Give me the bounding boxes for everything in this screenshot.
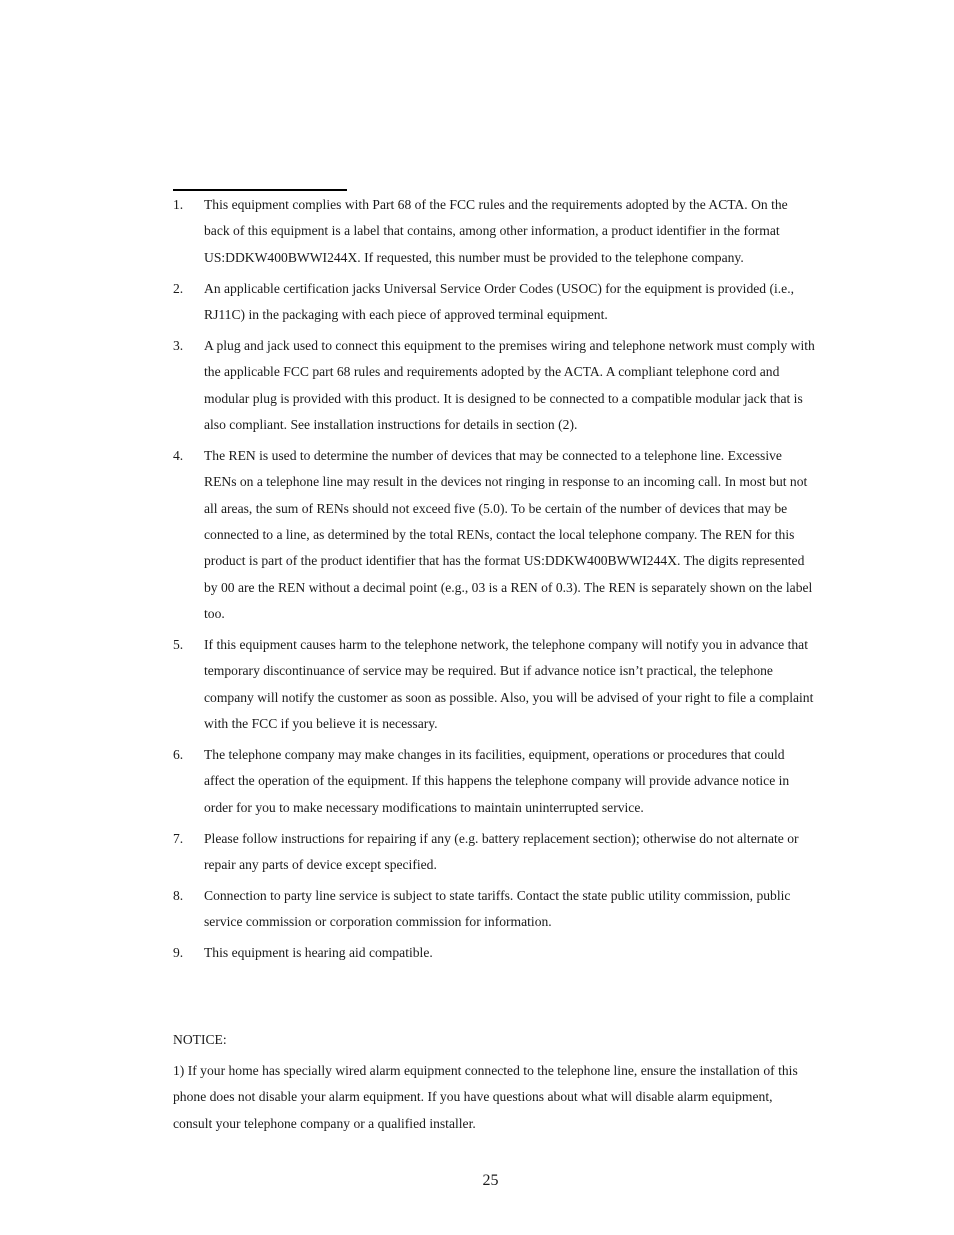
list-item-number: 2. — [173, 280, 184, 296]
list-item — [173, 940, 815, 966]
footnote-divider — [173, 189, 347, 191]
page-number: 25 — [482, 1172, 499, 1189]
list-item-number: 9. — [173, 945, 184, 961]
list-item — [173, 632, 815, 738]
list-item-number: 5. — [173, 637, 184, 653]
list-item — [173, 443, 815, 628]
list-item-text: The telephone company may make changes in its facilities, equipment, operations or procedures that could affect the operation of the equipment. If this happens the telephone company will provide advance notice in order for you to make necessary modifications to maintain uninterrupted service. — [204, 747, 790, 815]
list-item-text: Please follow instructions for repairing if any (e.g. battery replacement section); otherwise do not alternate or repair any parts of device except specified. — [204, 830, 799, 873]
list-item-text: Connection to party line service is subject to state tariffs. Contact the state public utility commission, public service commission or corporation commission for information. — [204, 887, 791, 930]
list-item-number: 8. — [173, 887, 184, 903]
list-item — [173, 742, 815, 821]
list-item-number: 1. — [173, 197, 184, 212]
notice-body: 1) If your home has specially wired alarm equipment connected to the telephone line, ensure the installation of this phone does not disable your alarm equipment. If you have questions about what will disable alarm equipment, consult your telephone company or a qualified installer. — [173, 1063, 798, 1131]
list-item — [173, 883, 815, 936]
fcc-requirements-list — [173, 192, 815, 971]
list-item-text: The REN is used to determine the number of devices that may be connected to a telephone line. Excessive RENs on a telephone line may result in the devices not ringing in response to an incoming call. In most but not all areas, the sum of RENs should not exceed five (5.0). To be certain of the number of devices that may be connected to a line, as determined by the total RENs, contact the local telephone company. The REN for this product is part of the product identifier that has the format US:DDKW400BWWI244X. The digits represented by 00 are the REN without a decimal point (e.g., 03 is a REN of 0.3). The REN is separately shown on the label too. — [204, 447, 813, 622]
list-item-number: 4. — [173, 447, 184, 463]
list-item-number: 7. — [173, 830, 184, 846]
list-item — [173, 826, 815, 879]
list-item-text: A plug and jack used to connect this equipment to the premises wiring and telephone network must comply with the applicable FCC part 68 rules and requirements adopted by the ACTA. A compliant telephone cord and modular plug is provided with this product. It is designed to be connected to a compatible modular jack that is also compliant. See installation instructions for details in section (2). — [204, 337, 815, 433]
list-item-number: 6. — [173, 747, 184, 763]
notice-heading: NOTICE: — [173, 1032, 227, 1047]
list-item — [173, 333, 815, 439]
list-item-text: An applicable certification jacks Universal Service Order Codes (USOC) for the equipment is provided (i.e., RJ11C) in the packaging with each piece of approved terminal equipment. — [204, 280, 795, 323]
list-item-number: 3. — [173, 337, 184, 353]
list-item — [173, 192, 815, 271]
list-item — [173, 276, 815, 329]
list-item-text: This equipment is hearing aid compatible. — [204, 945, 433, 961]
list-item-text: If this equipment causes harm to the telephone network, the telephone company will notify you in advance that temporary discontinuance of service may be required. But if advance notice isn’t practical, the telephone company will notify the customer as soon as possible. Also, you will be advised of your right to file a complaint with the FCC if you believe it is necessary. — [204, 637, 814, 732]
list-item-text: This equipment complies with Part 68 of the FCC rules and the requirements adopted by the ACTA. On the back of this equipment is a label that contains, among other information, a product identifier in the format US:DDKW400BWWI244X. If requested, this number must be provided to the telephone company. — [204, 197, 788, 265]
